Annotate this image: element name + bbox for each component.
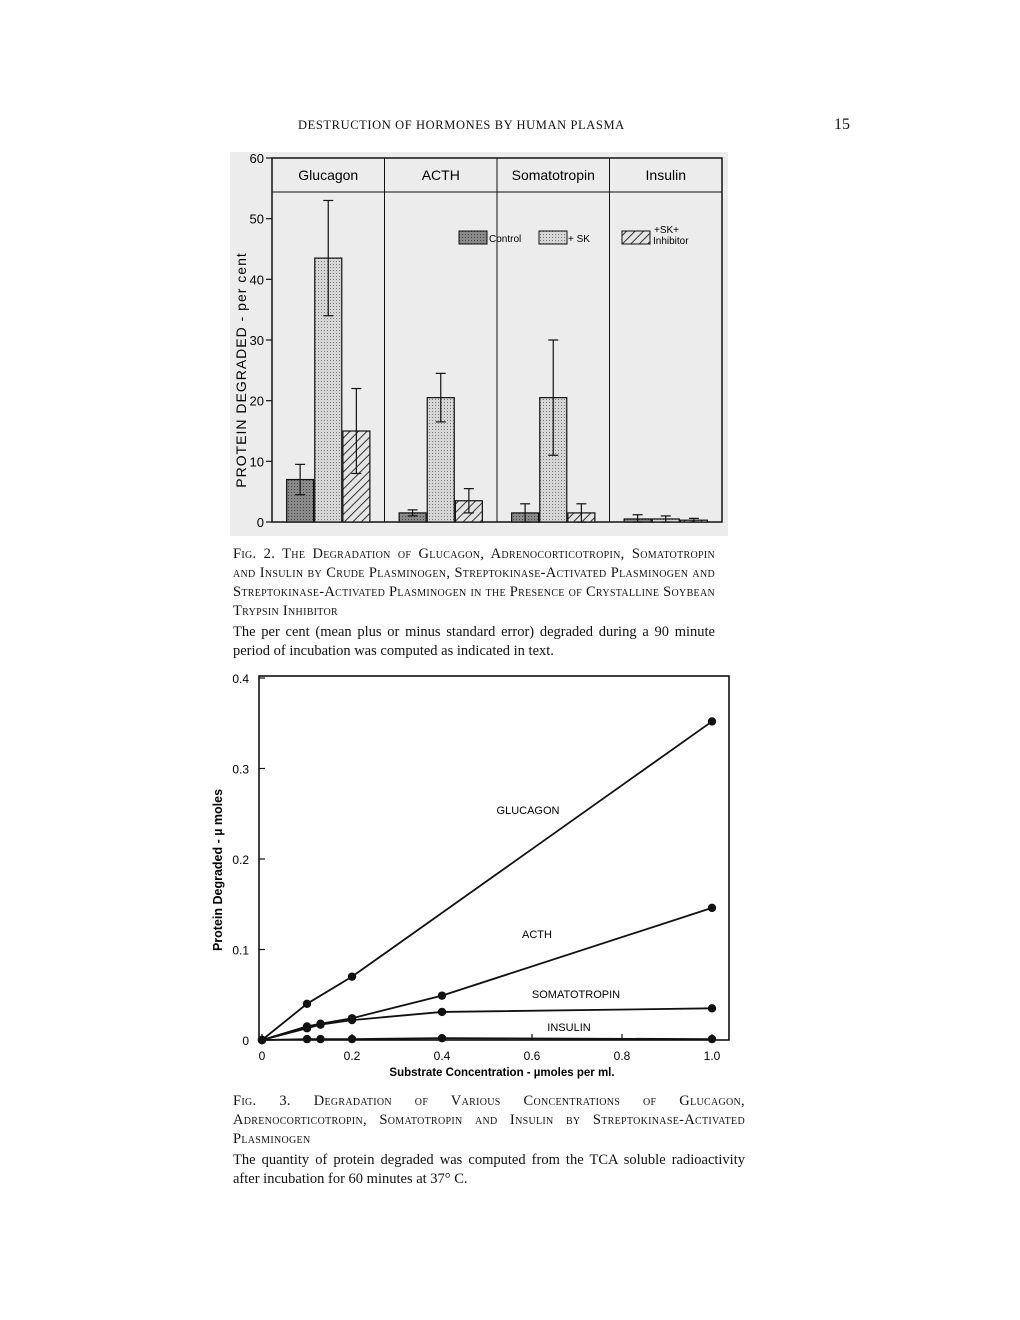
legend-label-inhibitor-1: +SK+ <box>654 225 680 236</box>
y-axis-label: Protein Degraded - µ moles <box>211 788 225 952</box>
plot-background <box>230 152 728 536</box>
figure-3-caption-body: The quantity of protein degraded was computed from the TCA soluble radioactivity after incubation for 60 minutes at 37° C. <box>233 1152 745 1187</box>
y-tick-label: 0.2 <box>232 853 249 867</box>
category-label: ACTH <box>421 167 460 183</box>
y-tick-label: 40 <box>249 272 264 288</box>
x-tick-label: 0.2 <box>343 1049 361 1063</box>
y-tick-label: 0 <box>242 1034 249 1048</box>
y-tick-label: 0.1 <box>232 943 249 958</box>
running-head: DESTRUCTION OF HORMONES BY HUMAN PLASMA <box>298 118 625 132</box>
category-label: Glucagon <box>298 167 359 183</box>
category-label: Insulin <box>645 167 686 183</box>
y-tick-label: 10 <box>249 454 264 470</box>
legend-swatch-control <box>459 231 487 244</box>
x-tick-label: 0.8 <box>613 1049 631 1063</box>
page-number: 15 <box>834 116 850 133</box>
figure-2-caption-body: The per cent (mean plus or minus standard error) degraded during a 90 minute period of incubation was computed as indicated in text. <box>233 624 715 659</box>
legend-label-inhibitor-2: Inhibitor <box>653 236 689 247</box>
y-tick-label: 20 <box>249 393 264 409</box>
y-tick-label: 60 <box>249 151 264 166</box>
y-tick-label: 0 <box>256 515 264 530</box>
y-axis-label: PROTEIN DEGRADED - per cent <box>233 252 249 488</box>
figure-3-caption <box>233 1092 745 1189</box>
x-tick-label: 0 <box>258 1049 266 1063</box>
y-tick-label: 0.4 <box>232 672 249 686</box>
series-label: INSULIN <box>547 1022 591 1034</box>
y-tick-label: 30 <box>249 333 264 348</box>
x-axis-label: Substrate Concentration - µmoles per ml. <box>389 1067 615 1079</box>
series-label: ACTH <box>522 929 552 941</box>
x-tick-label: 1.0 <box>703 1049 721 1063</box>
series-label: GLUCAGON <box>496 805 560 817</box>
figure-3-caption-title: Degradation of Various Concentrations of Glucagon, Adrenocorticotropin, Somatotropin and Insulin by Streptokinase-Activated Plasminogen <box>233 1093 745 1147</box>
figure-3-caption-label: Fig. 3. <box>233 1093 291 1109</box>
figure-2-caption-title: The Degradation of Glucagon, Adrenocorticotropin, Somatotropin and Insulin by Crude Plasminogen, Streptokinase-Activated Plasminogen and Streptokinase-Activated Plasminogen in the Presence of Crystalline Soybean Trypsin Inhibitor <box>233 546 715 619</box>
y-tick-label: 50 <box>249 211 264 227</box>
legend-label-sk: + SK <box>568 234 590 245</box>
category-label: Somatotropin <box>511 167 595 183</box>
x-tick-label: 0.6 <box>523 1049 541 1063</box>
legend-swatch-inhibitor <box>622 231 650 244</box>
legend-swatch-sk <box>539 231 567 244</box>
series-label: SOMATOTROPIN <box>531 989 621 1001</box>
figure-2-caption <box>233 545 715 661</box>
figure-2-caption-label: Fig. 2. <box>233 546 276 562</box>
legend-label-control: Control <box>489 234 522 245</box>
y-tick-label: 0.3 <box>232 762 249 777</box>
x-tick-label: 0.4 <box>433 1049 451 1063</box>
